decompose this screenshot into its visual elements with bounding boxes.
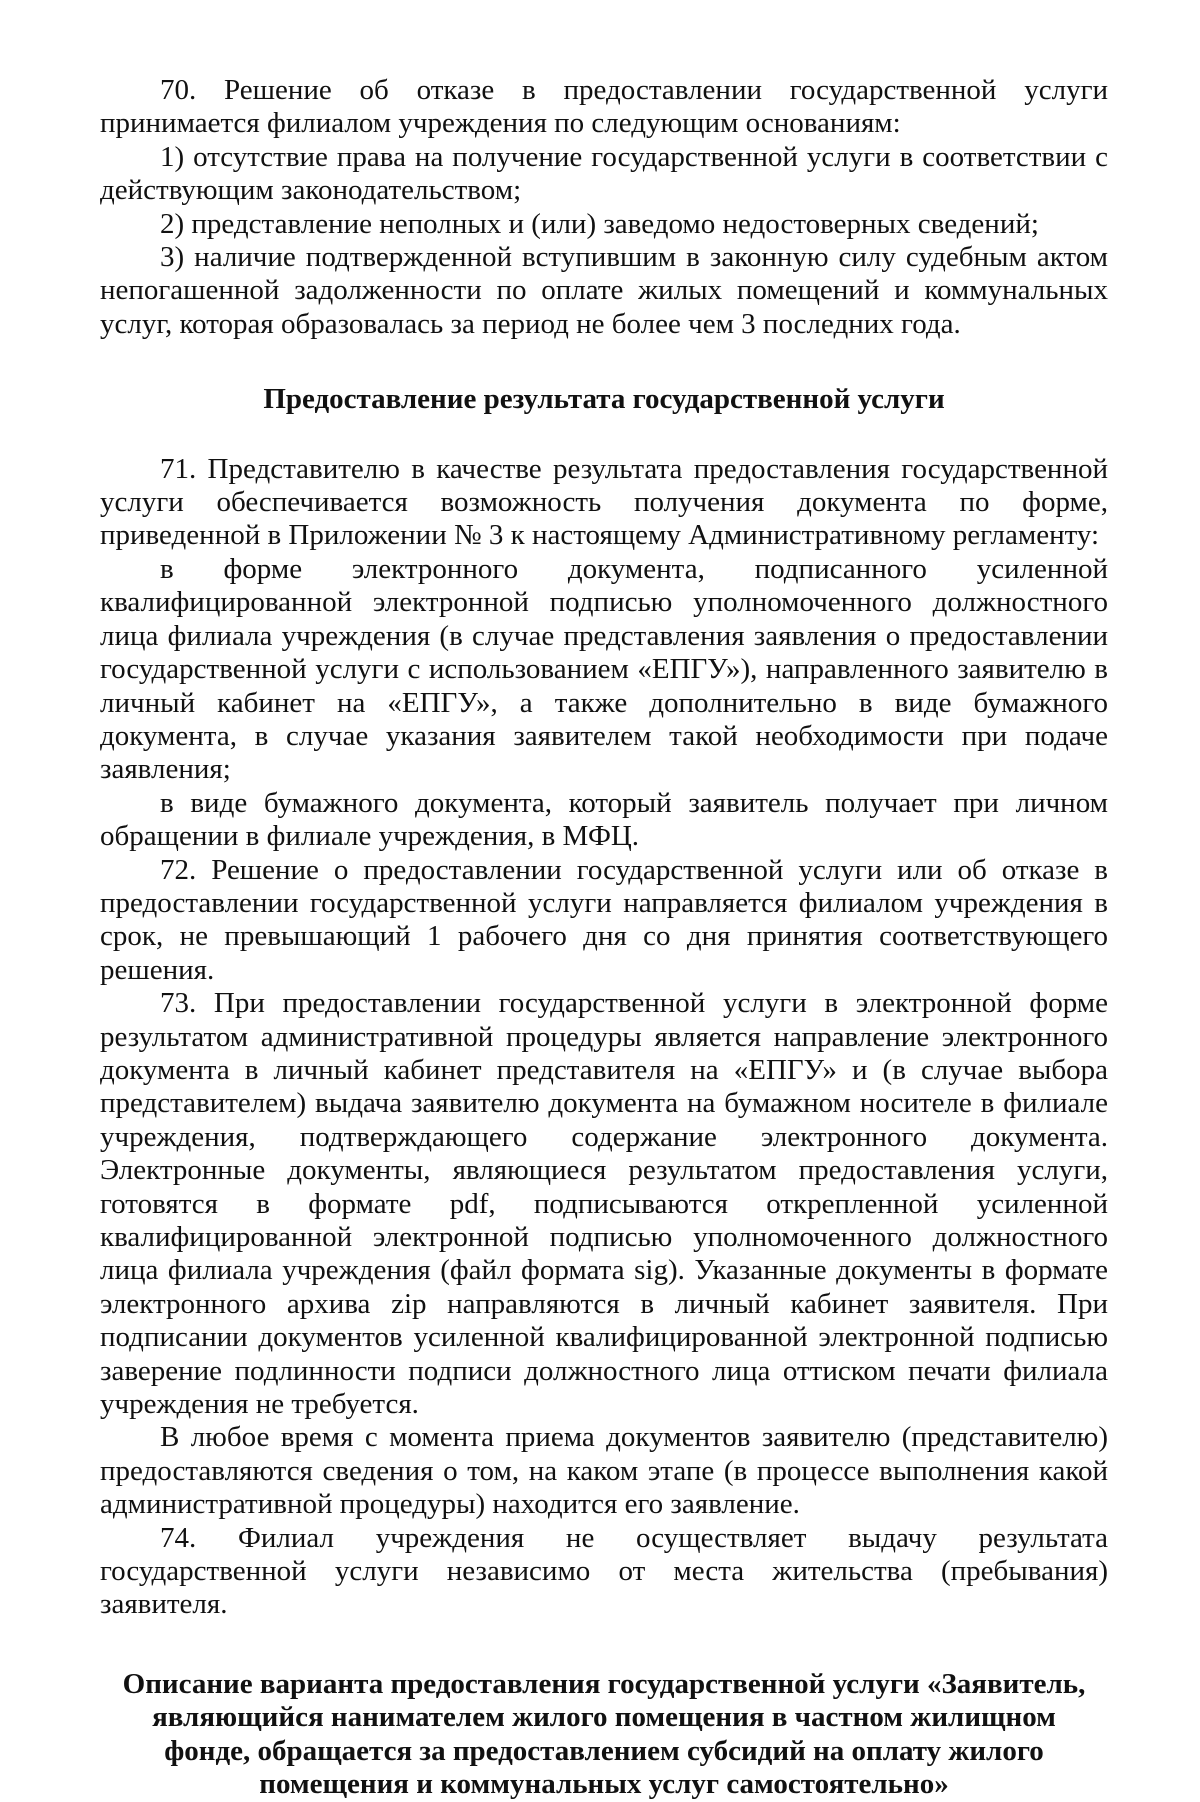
document-body	[100, 74, 1108, 1802]
section-heading-result: Предоставление результата государственной услуги	[263, 383, 945, 416]
paragraph-70-item-3: 3) наличие подтвержденной вступившим в законную силу судебным актом непогашенной задолженности по оплате жилых помещений и коммунальных услуг, которая образовалась за период не более чем 3 последних года.	[100, 241, 1108, 340]
paragraph-73: 73. При предоставлении государственной услуги в электронной форме результатом административной процедуры является направление электронного документа в личный кабинет представителя на «ЕПГУ» и (в случае выбора представителем) выдача заявителю документа на бумажном носителе в филиале учреждения, подтверждающего содержание электронного документа. Электронные документы, являющиеся результатом предоставления услуги, готовятся в формате pdf, подписываются открепленной усиленной квалифицированной электронной подписью уполномоченного должностного лица филиала учреждения (файл формата sig). Указанные документы в формате электронного архива zip направляются в личный кабинет заявителя. При подписании документов усиленной квалифицированной электронной подписью заверение подлинности подписи должностного лица оттиском печати филиала учреждения не требуется.	[100, 987, 1108, 1421]
paragraph-71: 71. Представителю в качестве результата предоставления государственной услуги обеспечивается возможность получения документа по форме, приведенной в Приложении № 3 к настоящему Административному регламенту:	[100, 452, 1108, 552]
paragraph-70-item-2: 2) представление неполных и (или) заведомо недостоверных сведений;	[160, 207, 1039, 240]
paragraph-72: 72. Решение о предоставлении государственной услуги или об отказе в предоставлении государственной услуги направляется филиалом учреждения в срок, не превышающий 1 рабочего дня со дня принятия соответствующего решения.	[100, 853, 1108, 986]
paragraph-71-paper: в виде бумажного документа, который заявитель получает при личном обращении в филиале учреждения, в МФЦ.	[100, 786, 1108, 853]
paragraph-71-electronic: в форме электронного документа, подписанного усиленной квалифицированной электронной подписью уполномоченного должностного лица филиала учреждения (в случае представления заявления о предоставлении государственной услуги с использованием «ЕПГУ»), направленного заявителю в личный кабинет на «ЕПГУ», а также дополнительно в виде бумажного документа, в случае указания заявителем такой необходимости при подаче заявления;	[100, 552, 1108, 786]
paragraph-74: 74. Филиал учреждения не осуществляет выдачу результата государственной услуги независимо от места жительства (пребывания) заявителя.	[100, 1521, 1108, 1621]
paragraph-70: 70. Решение об отказе в предоставлении государственной услуги принимается филиалом учреждения по следующим основаниям:	[100, 74, 1108, 140]
paragraph-73-status: В любое время с момента приема документов заявителю (представителю) предоставляются сведения о том, на каком этапе (в процессе выполнения какой административной процедуры) находится его заявление.	[100, 1421, 1108, 1521]
section-heading-variant: Описание варианта предоставления государственной услуги «Заявитель, являющийся нанимателем жилого помещения в частном жилищном фонде, обращается за предоставлением субсидий на оплату жилого помещения и коммунальных услуг самостоятельно»	[122, 1667, 1086, 1801]
paragraph-70-item-1: 1) отсутствие права на получение государственной услуги в соответствии с действующим законодательством;	[100, 140, 1108, 207]
